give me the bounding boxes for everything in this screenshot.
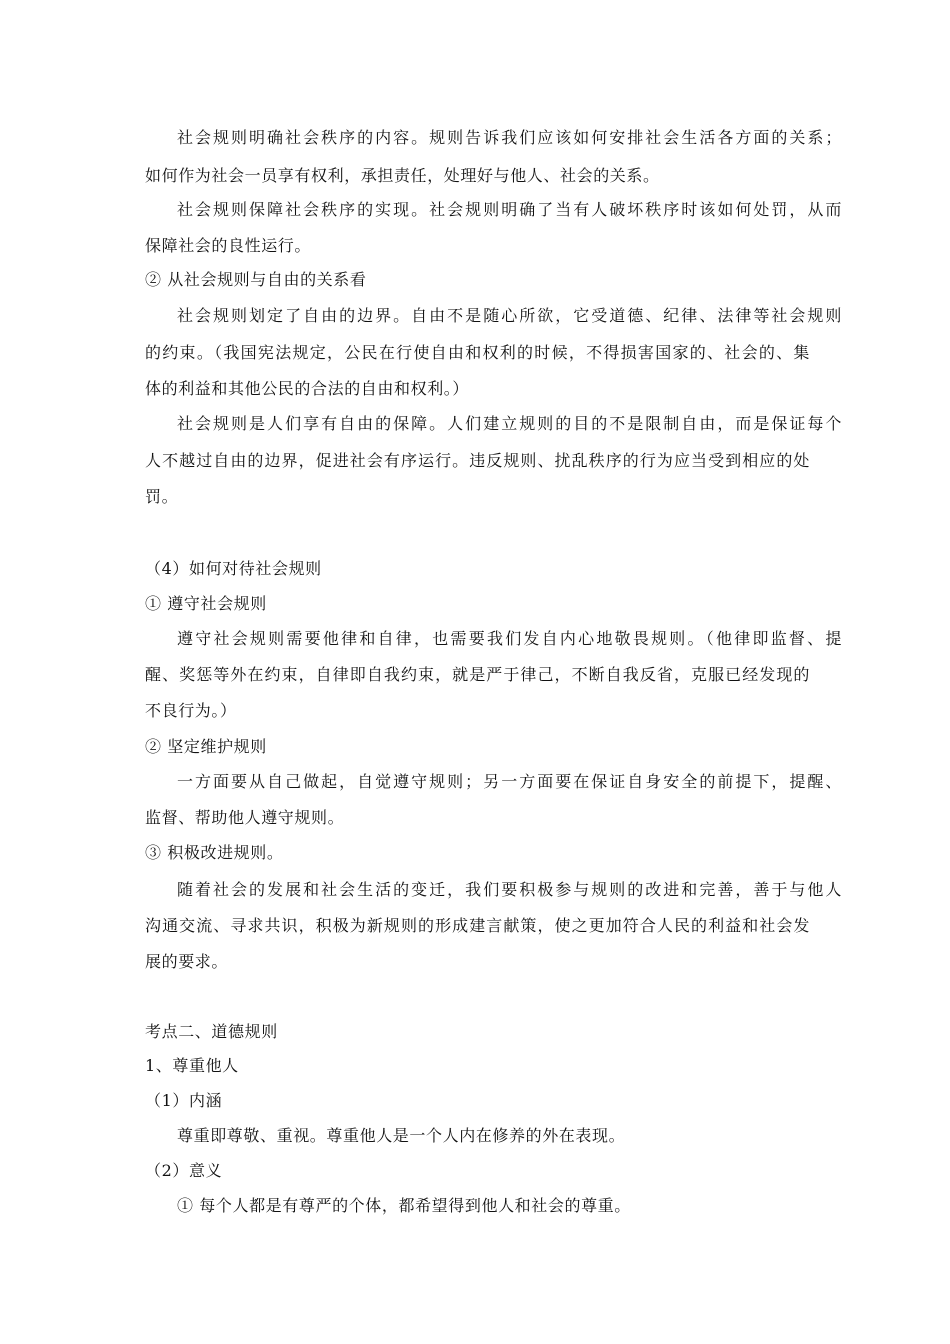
subheading: ② 从社会规则与自由的关系看 (145, 270, 367, 289)
subheading: （2）意义 (145, 1161, 223, 1180)
paragraph-line: 社会规则划定了自由的边界。自由不是随心所欲，它受道德、纪律、法律等社会规则 (177, 306, 842, 325)
paragraph-line: 保障社会的良性运行。 (145, 236, 312, 255)
paragraph-line: 社会规则是人们享有自由的保障。人们建立规则的目的不是限制自由，而是保证每个 (177, 414, 842, 433)
paragraph-line: 社会规则保障社会秩序的实现。社会规则明确了当有人破坏秩序时该如何处罚，从而 (177, 200, 842, 219)
paragraph-line: 遵守社会规则需要他律和自律，也需要我们发自内心地敬畏规则。（他律即监督、提 (177, 629, 842, 648)
paragraph-line: 罚。 (145, 487, 179, 506)
paragraph-line: 不良行为。） (145, 701, 237, 720)
subheading: ③ 积极改进规则。 (145, 843, 284, 862)
paragraph-line: ① 每个人都是有尊严的个体，都希望得到他人和社会的尊重。 (177, 1196, 631, 1215)
subheading: ① 遵守社会规则 (145, 594, 267, 613)
subheading: ② 坚定维护规则 (145, 737, 267, 756)
paragraph-line: 一方面要从自己做起，自觉遵守规则；另一方面要在保证自身安全的前提下，提醒、 (177, 772, 842, 791)
paragraph-line: 如何作为社会一员享有权利，承担责任，处理好与他人、社会的关系。 (145, 166, 660, 185)
section-heading: （4）如何对待社会规则 (145, 559, 322, 578)
paragraph-line: 尊重即尊敬、重视。尊重他人是一个人内在修养的外在表现。 (177, 1126, 626, 1145)
paragraph-line: 展的要求。 (145, 952, 229, 971)
subheading: 1、尊重他人 (145, 1056, 239, 1075)
section-heading: 考点二、道德规则 (145, 1022, 278, 1041)
paragraph-line: 随着社会的发展和社会生活的变迁，我们要积极参与规则的改进和完善，善于与他人 (177, 880, 842, 899)
paragraph-line: 醒、奖惩等外在约束，自律即自我约束，就是严于律己，不断自我反省，克服已经发现的 (145, 665, 810, 684)
subheading: （1）内涵 (145, 1091, 223, 1110)
paragraph-line: 沟通交流、寻求共识，积极为新规则的形成建言献策，使之更加符合人民的利益和社会发 (145, 916, 810, 935)
paragraph-line: 人不越过自由的边界，促进社会有序运行。违反规则、扰乱秩序的行为应当受到相应的处 (145, 451, 810, 470)
paragraph-line: 体的利益和其他公民的合法的自由和权利。） (145, 379, 470, 398)
paragraph-line: 社会规则明确社会秩序的内容。规则告诉我们应该如何安排社会生活各方面的关系； (177, 128, 842, 147)
paragraph-line: 的约束。（我国宪法规定，公民在行使自由和权利的时候，不得损害国家的、社会的、集 (145, 343, 810, 362)
paragraph-line: 监督、帮助他人遵守规则。 (145, 808, 345, 827)
